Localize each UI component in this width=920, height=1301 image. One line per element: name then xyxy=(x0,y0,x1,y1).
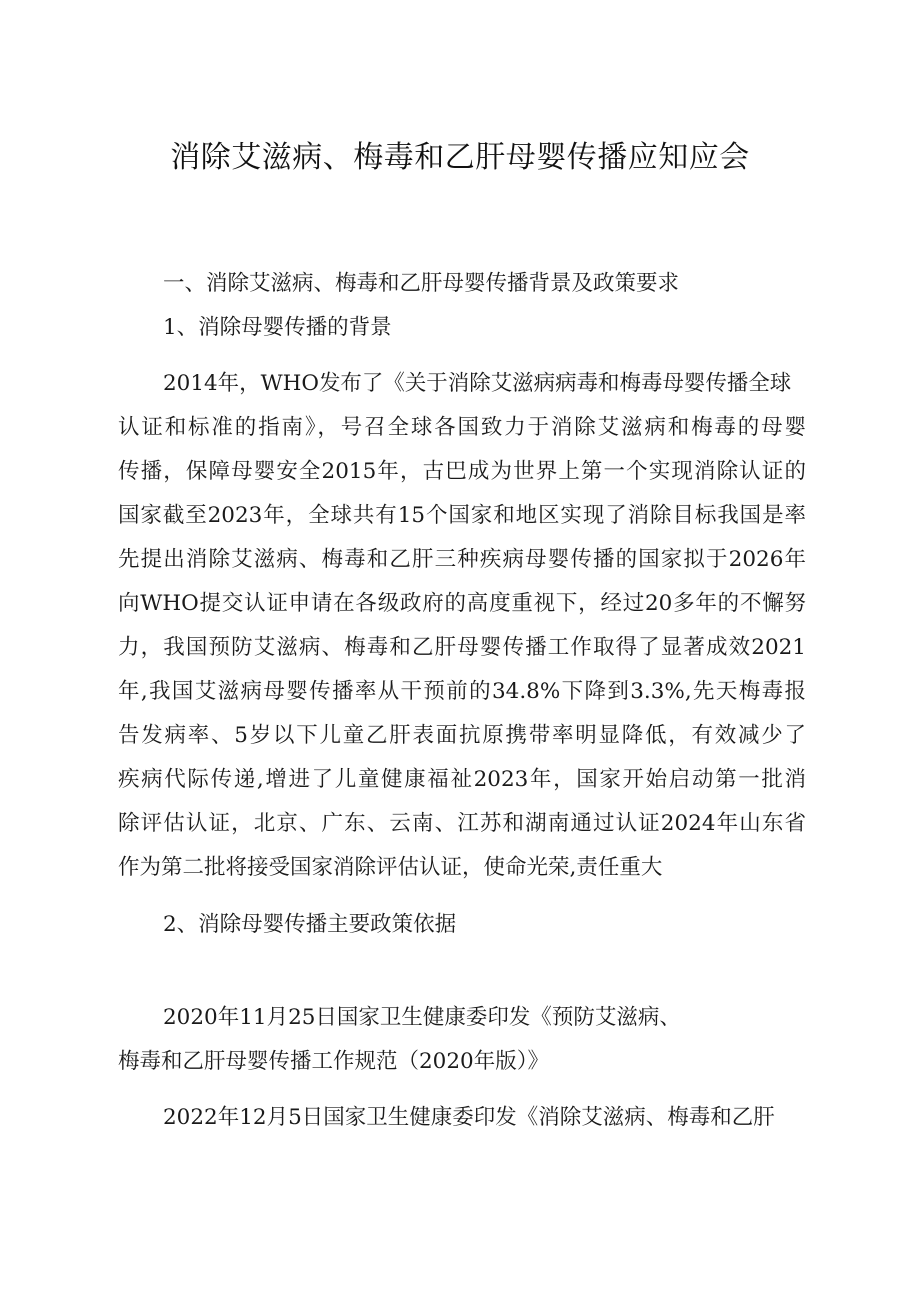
subsection-heading: 2、消除母婴传播主要政策依据 xyxy=(163,912,457,937)
paragraph-line: 2014年，WHO发布了《关于消除艾滋病病毒和梅毒母婴传播全球 xyxy=(163,371,792,396)
paragraph-line: 告发病率、5岁以下儿童乙肝表面抗原携带率明显降低，有效减少了 xyxy=(118,723,806,748)
paragraph-line: 传播，保障母婴安全2015年，古巴成为世界上第一个实现消除认证的 xyxy=(118,459,806,484)
policy-line: 2022年12月5日国家卫生健康委印发《消除艾滋病、梅毒和乙肝 xyxy=(163,1105,775,1130)
paragraph-line: 力，我国预防艾滋病、梅毒和乙肝母婴传播工作取得了显著成效2021 xyxy=(118,635,806,660)
paragraph-line: 疾病代际传递,增进了儿童健康福祉2023年，国家开始启动第一批消 xyxy=(118,767,806,792)
policy-line: 梅毒和乙肝母婴传播工作规范（2020年版）》 xyxy=(118,1049,549,1074)
paragraph-line: 向WHO提交认证申请在各级政府的高度重视下，经过20多年的不懈努 xyxy=(118,591,806,616)
subsection-heading: 1、消除母婴传播的背景 xyxy=(163,315,392,340)
paragraph-line: 年,我国艾滋病母婴传播率从干预前的34.8%下降到3.3%,先天梅毒报 xyxy=(118,679,806,704)
paragraph-line: 作为第二批将接受国家消除评估认证，使命光荣,责任重大 xyxy=(118,855,663,880)
paragraph-line: 除评估认证，北京、广东、云南、江苏和湖南通过认证2024年山东省 xyxy=(118,811,806,836)
paragraph-line: 认证和标准的指南》，号召全球各国致力于消除艾滋病和梅毒的母婴 xyxy=(118,415,806,440)
section-heading: 一、消除艾滋病、梅毒和乙肝母婴传播背景及政策要求 xyxy=(163,271,680,296)
paragraph-line: 国家截至2023年，全球共有15个国家和地区实现了消除目标我国是率 xyxy=(118,503,806,528)
policy-line: 2020年11月25日国家卫生健康委印发《预防艾滋病、 xyxy=(163,1005,681,1030)
document-title: 消除艾滋病、梅毒和乙肝母婴传播应知应会 xyxy=(170,140,750,175)
paragraph-line: 先提出消除艾滋病、梅毒和乙肝三种疾病母婴传播的国家拟于2026年 xyxy=(118,547,806,572)
